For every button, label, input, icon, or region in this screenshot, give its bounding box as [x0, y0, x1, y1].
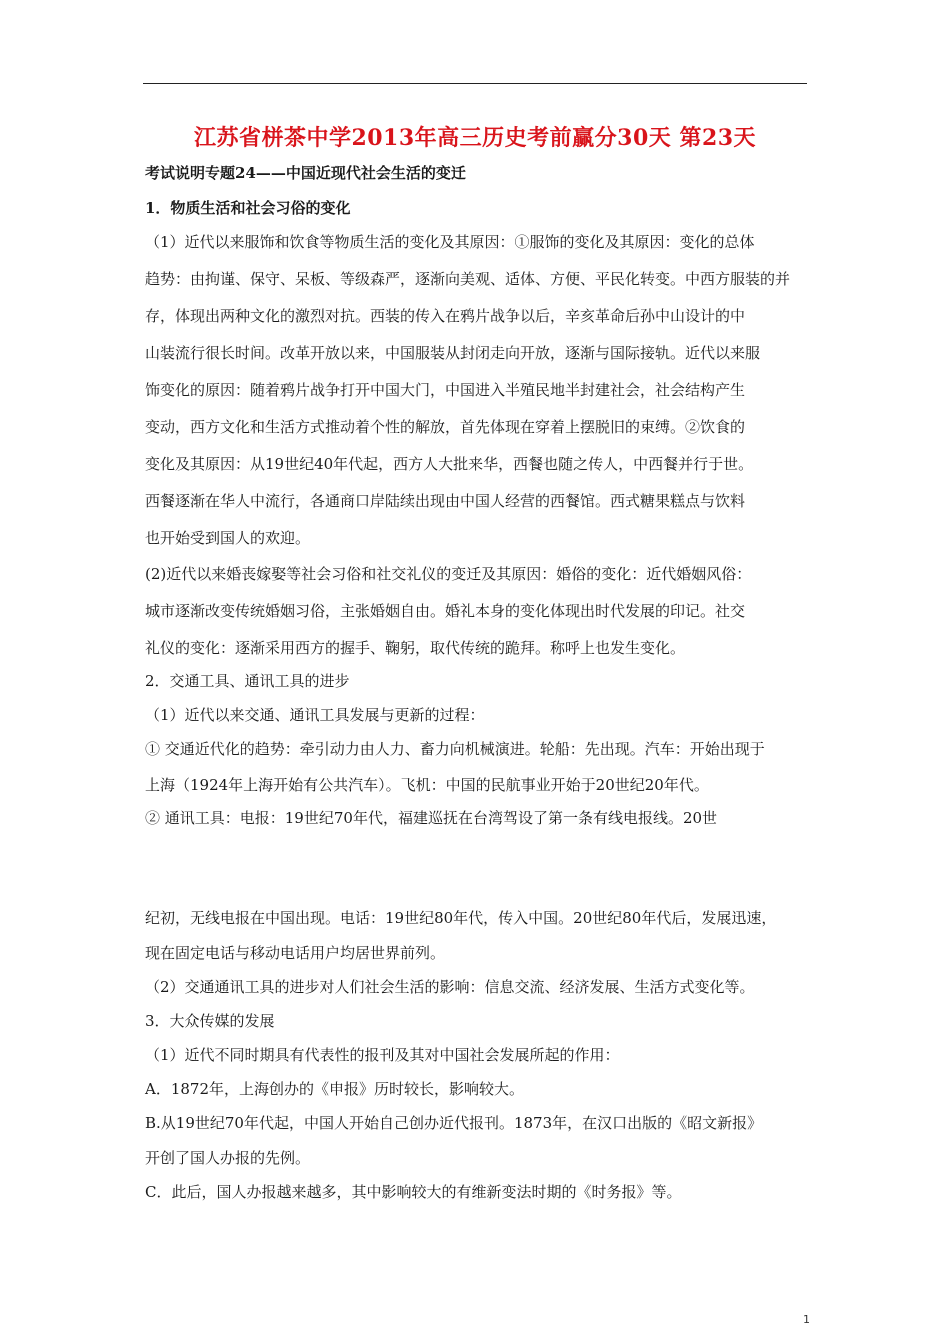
text-line: 开创了国人办报的先例。: [145, 1149, 311, 1167]
text-line: （1）近代以来交通、通讯工具发展与更新的过程：: [145, 706, 485, 724]
text-line: 现在固定电话与移动电话用户均居世界前列。: [145, 944, 446, 962]
text-line: 趋势：由拘谨、保守、呆板、等级森严，逐渐向美观、适体、方便、平民化转变。中西方服装的并: [145, 270, 791, 288]
text-line: 变动，西方文化和生活方式推动着个性的解放，首先体现在穿着上摆脱旧的束缚。②饮食的: [145, 418, 746, 436]
text-line: 西餐逐渐在华人中流行，各通商口岸陆续出现由中国人经营的西餐馆。西式糖果糕点与饮料: [145, 492, 746, 510]
text-line: 城市逐渐改变传统婚姻习俗，主张婚姻自由。婚礼本身的变化体现出时代发展的印记。社交: [145, 602, 746, 620]
section1-heading: [145, 198, 809, 218]
text-line: ① 交通近代化的趋势：牵引动力由人力、畜力向机械演进。轮船：先出现。汽车：开始出现于: [145, 740, 765, 758]
text-line: 礼仪的变化：逐渐采用西方的握手、鞠躬，取代传统的跪拜。称呼上也发生变化。: [145, 639, 686, 657]
text-line: C．此后，国人办报越来越多，其中影响较大的有维新变法时期的《时务报》等。: [145, 1183, 682, 1201]
section3-heading-text: 3．大众传媒的发展: [145, 1012, 275, 1030]
topic-heading: [145, 163, 809, 183]
text-line: 山装流行很长时间。改革开放以来，中国服装从封闭走向开放，逐渐与国际接轨。近代以来服: [145, 344, 761, 362]
text-line: ② 通讯工具：电报：19世纪70年代，福建巡抚在台湾驾设了第一条有线电报线。20世: [145, 809, 718, 827]
page-number: 1: [803, 1313, 810, 1326]
text-line: （2）交通通讯工具的进步对人们社会生活的影响：信息交流、经济发展、生活方式变化等。: [145, 978, 755, 996]
text-line: 纪初，无线电报在中国出现。电话：19世纪80年代，传入中国。20世纪80年代后，发展迅速，: [145, 909, 777, 927]
section2-heading-text: 2．交通工具、通讯工具的进步: [145, 672, 350, 690]
section2-heading: [145, 671, 809, 691]
topic-heading-text: 考试说明专题24——中国近现代社会生活的变迁: [145, 164, 466, 182]
text-line: 存，体现出两种文化的激烈对抗。西装的传入在鸦片战争以后，辛亥革命后孙中山设计的中: [145, 307, 746, 325]
text-line: 上海（1924年上海开始有公共汽车）。飞机：中国的民航事业开始于20世纪20年代。: [145, 776, 709, 794]
document-title: 江苏省栟茶中学2013年高三历史考前赢分30天 第23天: [193, 125, 757, 151]
text-line: A．1872年，上海创办的《申报》历时较长，影响较大。: [145, 1080, 525, 1098]
section1-heading-text: 1．物质生活和社会习俗的变化: [145, 199, 351, 217]
text-line: （1）近代以来服饰和饮食等物质生活的变化及其原因：①服饰的变化及其原因：变化的总体: [145, 233, 755, 251]
text-line: 变化及其原因：从19世纪40年代起，西方人大批来华，西餐也随之传人，中西餐并行于世。: [145, 455, 754, 473]
text-line: 也开始受到国人的欢迎。: [145, 529, 311, 547]
text-line: 饰变化的原因：随着鸦片战争打开中国大门，中国进入半殖民地半封建社会，社会结构产生: [145, 381, 746, 399]
text-line: B.从19世纪70年代起，中国人开始自己创办近代报刊。1873年，在汉口出版的《昭文新报》: [145, 1114, 763, 1132]
header-rule: [143, 83, 807, 84]
text-line: （1）近代不同时期具有代表性的报刊及其对中国社会发展所起的作用：: [145, 1046, 620, 1064]
text-line: (2)近代以来婚丧嫁娶等社会习俗和社交礼仪的变迁及其原因：婚俗的变化：近代婚姻风俗：: [145, 565, 752, 583]
section3-heading: [145, 1011, 809, 1031]
